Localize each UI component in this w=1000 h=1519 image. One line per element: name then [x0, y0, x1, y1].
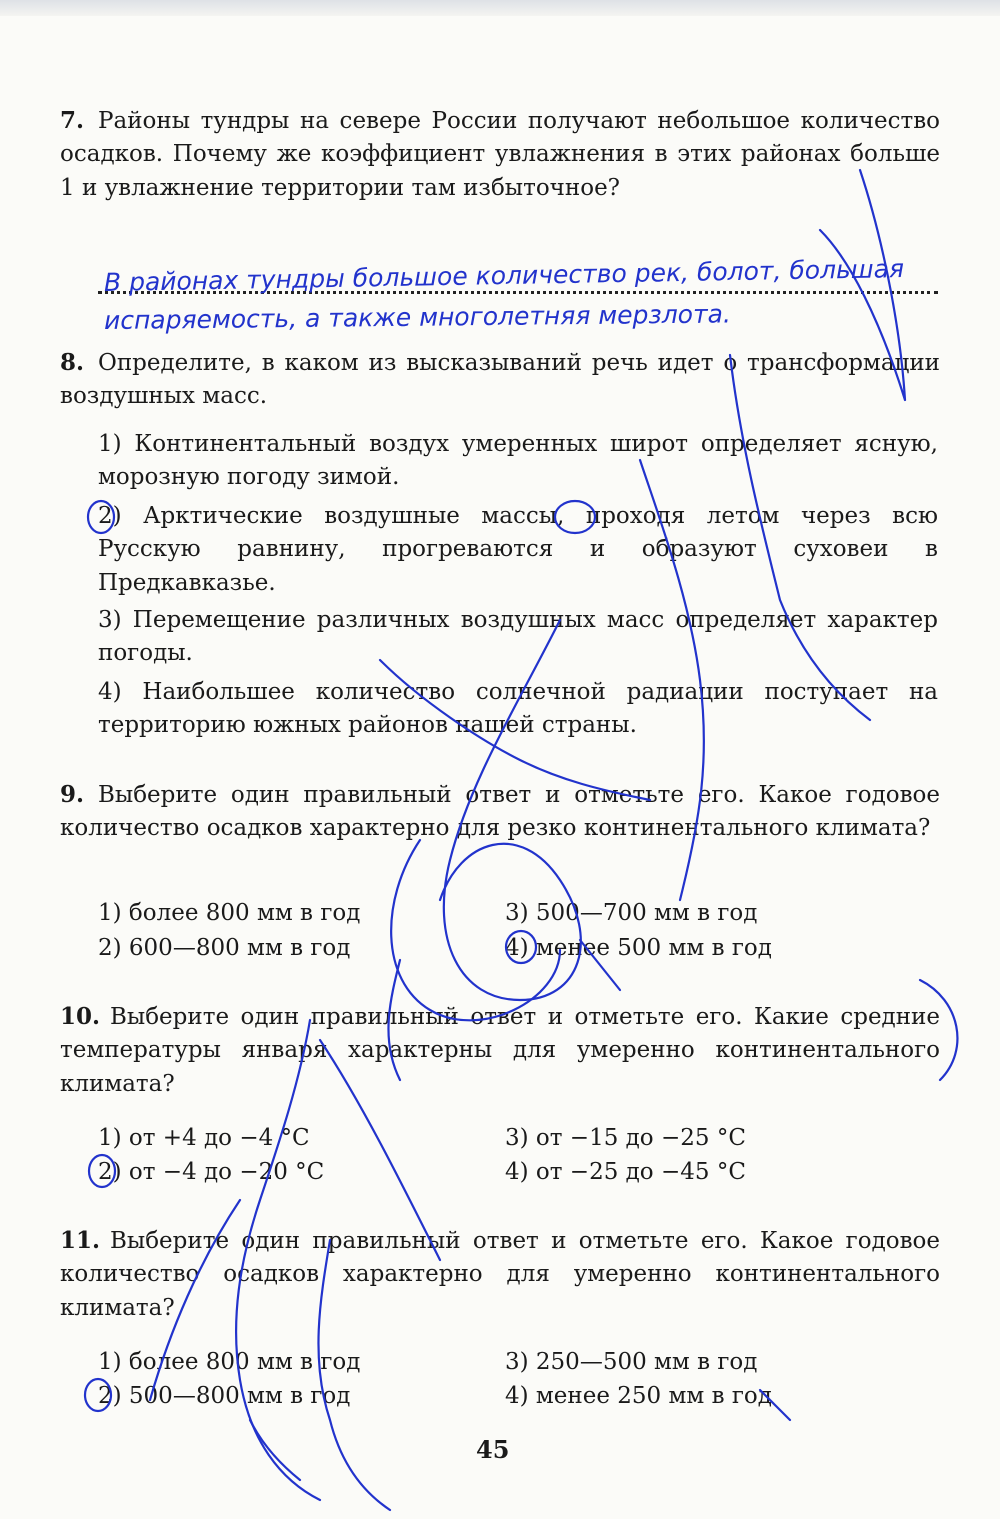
question-10	[60, 1000, 940, 1101]
q11-option-2: 2) 500—800 мм в год	[98, 1383, 351, 1409]
question-text: Районы тундры на севере России получают небольшое количество осадков. Почему же коэффициент увлажнения в этих районах больше 1 и увлажнение территории там избыточное?	[60, 108, 940, 201]
question-text: Определите, в каком из высказываний речь идет о трансформации воздушных масс.	[60, 350, 940, 410]
question-9	[60, 778, 940, 846]
question-text: Выберите один правильный ответ и отметьте его. Какие средние температуры января характерны для умеренно континентального климата?	[60, 1004, 940, 1097]
scan-top-edge	[0, 0, 1000, 16]
question-text: Выберите один правильный ответ и отметьте его. Какое годовое количество осадков характерно для умеренно континентального климата?	[60, 1228, 940, 1321]
q9-option-2: 2) 600—800 мм в год	[98, 935, 351, 961]
question-8	[60, 346, 940, 414]
q11-option-1: 1) более 800 мм в год	[98, 1349, 361, 1375]
question-text: Выберите один правильный ответ и отметьте его. Какое годовое количество осадков характерно для резко континентального климата?	[60, 782, 940, 842]
q10-option-4: 4) от −25 до −45 °С	[505, 1159, 746, 1185]
q10-option-2: 2) от −4 до −20 °С	[98, 1159, 325, 1185]
q9-option-1: 1) более 800 мм в год	[98, 900, 361, 926]
q10-option-1: 1) от +4 до −4 °С	[98, 1125, 310, 1151]
q11-option-4: 4) менее 250 мм в год	[505, 1383, 772, 1409]
question-number: 11.	[60, 1227, 101, 1254]
q8-option-4: 4) Наибольшее количество солнечной радиации поступает на территорию южных районов нашей страны.	[98, 679, 938, 739]
question-number: 8.	[60, 349, 85, 376]
q9-option-4: 4) менее 500 мм в год	[505, 935, 772, 961]
question-7	[60, 104, 940, 205]
question-11	[60, 1224, 940, 1325]
question-number: 10.	[60, 1003, 101, 1030]
q11-option-3: 3) 250—500 мм в год	[505, 1349, 758, 1375]
page-number: 45	[476, 1435, 510, 1464]
scribble-underline	[250, 1420, 300, 1480]
q8-option-3: 3) Перемещение различных воздушных масс определяет характер погоды.	[98, 607, 938, 667]
handwritten-answer-line-2: испаряемость, а также многолетняя мерзлота.	[103, 299, 731, 335]
question-number: 9.	[60, 781, 85, 808]
q8-option-2: 2) Арктические воздушные массы, проходя летом через всю Русскую равнину, прогреваются и образуют суховеи в Предкавказье.	[98, 503, 938, 596]
q8-option-1: 1) Континентальный воздух умеренных широт определяет ясную, морозную погоду зимой.	[98, 431, 938, 491]
q9-option-3: 3) 500—700 мм в год	[505, 900, 758, 926]
handwritten-answer-line-1: В районах тундры большое количество рек, болот, большая	[103, 254, 905, 297]
question-number: 7.	[60, 107, 85, 134]
q10-option-3: 3) от −15 до −25 °С	[505, 1125, 746, 1151]
